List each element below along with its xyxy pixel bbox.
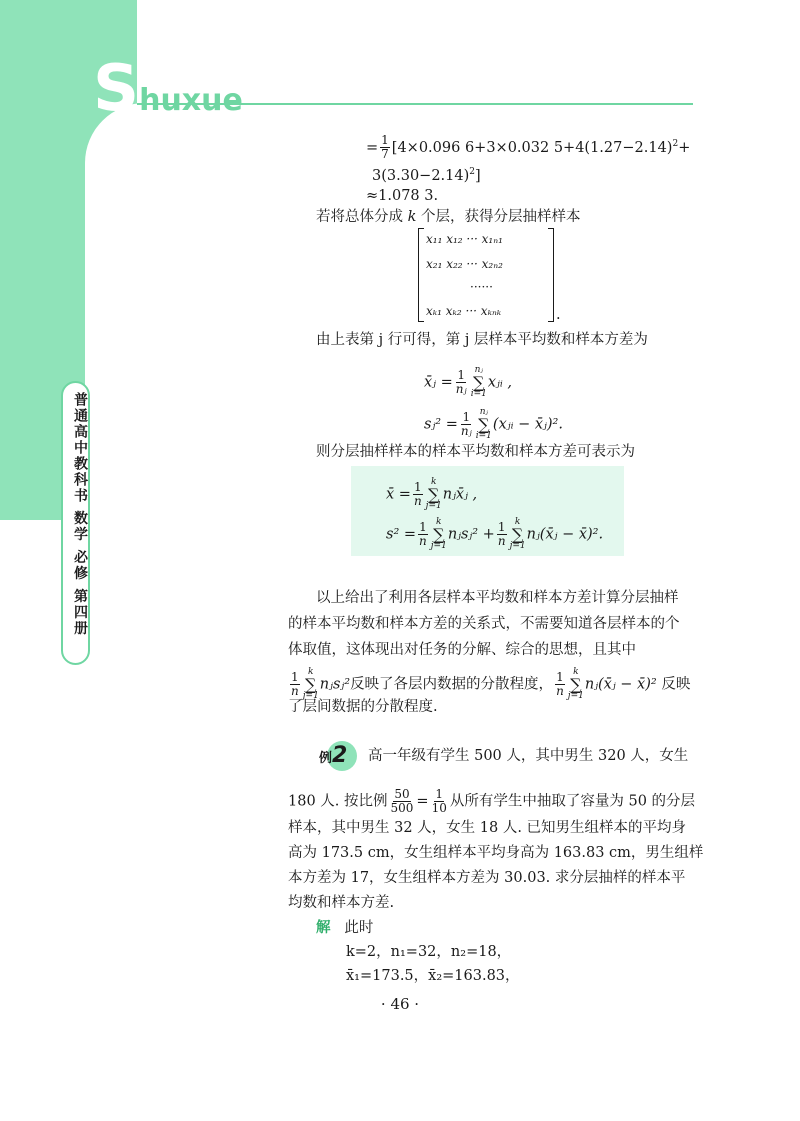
sum-symbol: k ∑ j=1 [567, 667, 584, 701]
example-badge: 例2 [319, 741, 357, 771]
fraction: $\frac{50}{500}$ [390, 787, 414, 815]
example-line5: 本方差为 17，女生组样本方差为 30.03. 求分层抽样的样本平 [288, 870, 686, 886]
matrix-right-bracket [548, 228, 554, 322]
matrix-left-bracket [418, 228, 424, 322]
fraction: $\frac{1}{n}$ [291, 670, 299, 698]
sum-symbol: k ∑ j=1 [302, 667, 319, 701]
box-equation-mean: x̄ = $\frac{1}{n}$ k ∑ j=1 nⱼx̄ⱼ , [386, 477, 478, 511]
text-stratified-representation: 则分层抽样样本的样本平均数和样本方差可表示为 [316, 444, 635, 460]
example-line6: 均数和样本方差. [288, 895, 395, 911]
fraction: $\frac{1}{n}$ [497, 520, 506, 548]
para1-line2: 的样本平均数和样本方差的关系式，不需要知道各层样本的个 [288, 616, 680, 632]
example-line2: 180 人. 按比例 $\frac{50}{500}$ = $\frac{1}{10}$ 从所有学生中抽取了容量为 50 的分层 [288, 787, 696, 815]
logo-initial: S [93, 52, 140, 126]
example-line3: 样本，其中男生 32 人，女生 18 人. 已知男生组样本的平均身 [288, 820, 687, 836]
fraction: $\frac{1}{7}$ [381, 133, 389, 162]
fraction: $\frac{1}{\text{nⱼ}}$ [455, 368, 467, 396]
para1-line5: 了层间数据的分散程度. [288, 699, 438, 715]
text-stratify-k: 若将总体分成 k 个层，获得分层抽样样本 [316, 209, 581, 225]
formula-cont-line2: $3(3.30-2.14)^2$] [372, 167, 481, 184]
para1-line1: 以上给出了利用各层样本平均数和样本方差计算分层抽样 [316, 590, 679, 606]
sum-symbol: k ∑ j=1 [425, 477, 442, 511]
header-logo [93, 52, 243, 126]
sum-symbol: nⱼ ∑ i=1 [475, 407, 492, 441]
formula-cont-line1: = $\frac{1}{7}$ [4×0.096 6+3×0.032 $5+4(1.27-2.14)^2+$ [366, 133, 691, 162]
fraction: $\frac{1}{\text{nⱼ}}$ [460, 410, 472, 438]
equation-layer-variance: sⱼ² = $\frac{1}{\text{nⱼ}}$ nⱼ ∑ i=1 (xⱼᵢ − x̄ⱼ)². [424, 407, 563, 441]
solution-label: 解 [316, 919, 331, 936]
fraction: $\frac{1}{n}$ [556, 670, 564, 698]
sum-symbol: k ∑ j=1 [509, 517, 526, 551]
sum-symbol: k ∑ j=1 [430, 517, 447, 551]
equation-layer-mean: x̄ⱼ = $\frac{1}{\text{nⱼ}}$ nⱼ ∑ i=1 xⱼᵢ , [424, 365, 512, 399]
matrix-row-1: x₁₁ x₁₂ ··· x₁ₙ₁ [426, 232, 503, 246]
box-equation-variance: s² = $\frac{1}{n}$ k ∑ j=1 nⱼsⱼ² + $\frac{1}{n}$ k ∑ j=1 nⱼ(x̄ⱼ − x̄)². [386, 517, 604, 551]
para1-line3: 体取值，这体现出对任务的分解、综合的思想，且其中 [288, 642, 636, 658]
solution-line2: x̄₁=173.5，x̄₂=163.83， [346, 968, 520, 984]
matrix-row-dots: ······ [470, 280, 493, 294]
formula-approx: ≈1.078 3. [366, 188, 439, 204]
text-layer-j: 由上表第 j 行可得，第 j 层样本平均数和样本方差为 [316, 332, 648, 348]
solution-line0: 解 此时 [316, 919, 374, 936]
matrix-end-period: . [556, 307, 561, 323]
solution-line1: k=2，n₁=32，n₂=18， [346, 944, 512, 960]
fraction: $\frac{1}{10}$ [431, 787, 447, 815]
example-line1: 高一年级有学生 500 人，其中男生 320 人，女生 [368, 748, 689, 764]
logo-rest: huxue [139, 83, 243, 118]
header-band-curve [85, 103, 205, 583]
sum-symbol: nⱼ ∑ i=1 [470, 365, 487, 399]
book-tab-text: 普通高中教科书 数学 必修 第四册 [72, 392, 88, 637]
matrix-row-k: xₖ₁ xₖ₂ ··· xₖₙₖ [426, 304, 502, 318]
fraction: $\frac{1}{n}$ [413, 480, 422, 508]
matrix-row-2: x₂₁ x₂₂ ··· x₂ₙ₂ [426, 257, 503, 271]
sample-matrix [418, 228, 554, 322]
para1-line4: $\frac{1}{n}$ k ∑ j=1 nⱼsⱼ²反映了各层内数据的分散程度， $\frac{1}{n}$ k ∑ j=1 nⱼ(x̄ⱼ − x̄)² 反映 [291, 667, 691, 701]
fraction: $\frac{1}{n}$ [419, 520, 427, 548]
page-number: · 46 · [380, 995, 420, 1013]
example-line4: 高为 173.5 cm，女生组样本平均身高为 163.83 cm，男生组样 [288, 845, 704, 861]
